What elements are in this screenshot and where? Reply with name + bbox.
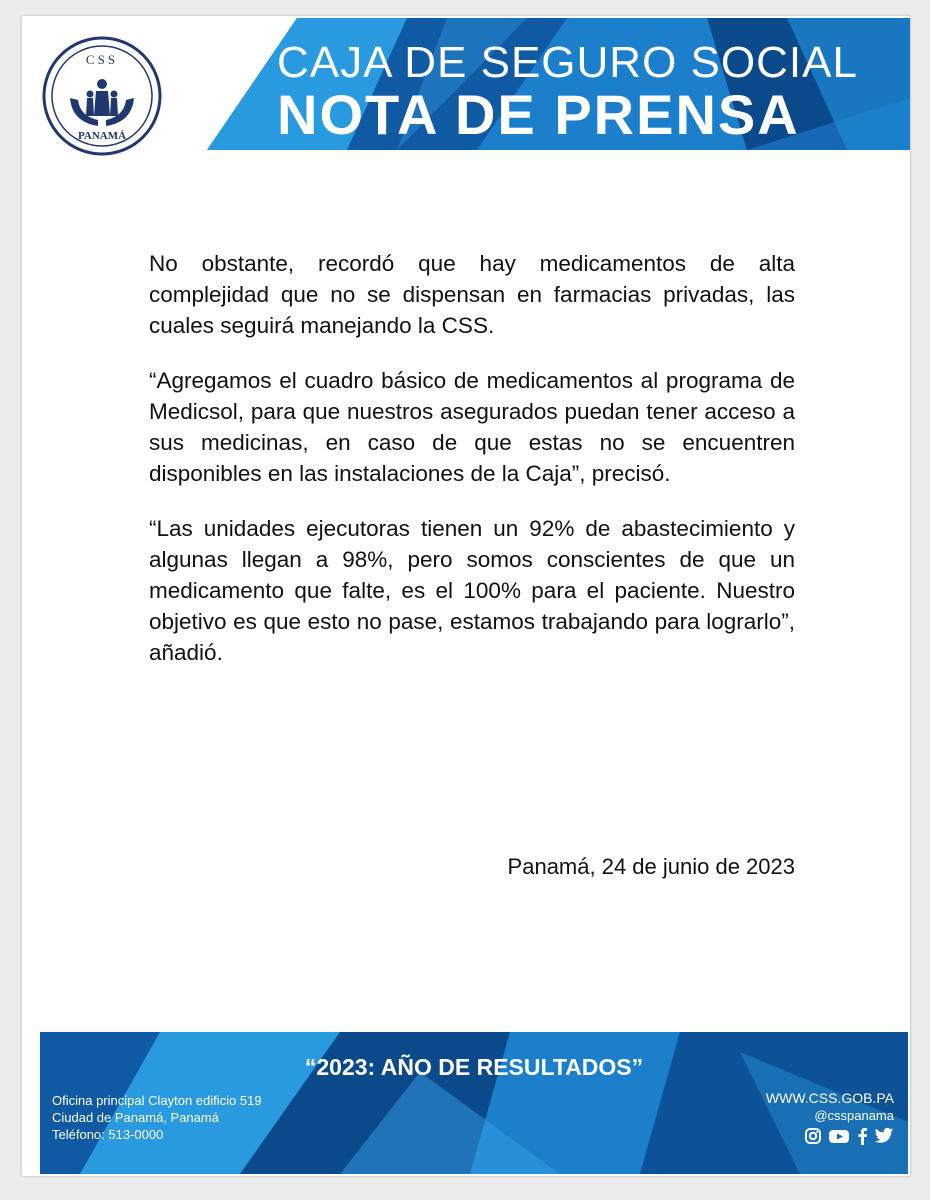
social-icons (766, 1127, 894, 1150)
doc-type-title: NOTA DE PRENSA (277, 83, 800, 146)
phone-line: Teléfono: 513-0000 (52, 1127, 164, 1142)
paragraph: “Agregamos el cuadro básico de medicamentos al programa de Medicsol, para que nuestros asegurados puedan tener acceso a sus medicinas, en caso de que estas no se encuentren disponibles en las instalaciones de la Caja”, precisó. (149, 368, 795, 486)
css-logo (42, 36, 162, 156)
youtube-icon[interactable] (828, 1127, 850, 1150)
twitter-icon[interactable] (874, 1127, 894, 1150)
paragraph: “Las unidades ejecutoras tienen un 92% de abastecimiento y algunas llegan a 98%, pero somos conscientes de que un medicamento que falte, es el 100% para el paciente. Nuestro objetivo es que esto no pase, estamos trabajando para lograrlo”, añadió. (149, 516, 795, 665)
website-link[interactable]: WWW.CSS.GOB.PA (765, 1090, 894, 1106)
footer-slogan: “2023: AÑO DE RESULTADOS” (304, 1054, 644, 1080)
logo-text-bottom: PANAMÁ (77, 130, 127, 142)
instagram-icon[interactable] (804, 1127, 822, 1150)
logo-text-top: CSS (85, 52, 119, 67)
press-release-page (22, 16, 910, 1176)
footer-banner (40, 1032, 908, 1174)
org-name: CAJA DE SEGURO SOCIAL (277, 38, 858, 87)
dateline: Panamá, 24 de junio de 2023 (507, 854, 795, 879)
contact-block (766, 1090, 894, 1150)
address-line: Oficina principal Clayton edificio 519 (52, 1093, 262, 1108)
social-handle[interactable]: @csspanama (814, 1108, 894, 1123)
address-line: Ciudad de Panamá, Panamá (52, 1110, 219, 1125)
paragraph: No obstante, recordó que hay medicamentos de alta complejidad que no se dispensan en farmacias privadas, las cuales seguirá manejando la CSS. (149, 251, 795, 338)
article-body (149, 248, 795, 692)
facebook-icon[interactable] (856, 1127, 868, 1150)
office-address (52, 1092, 262, 1143)
